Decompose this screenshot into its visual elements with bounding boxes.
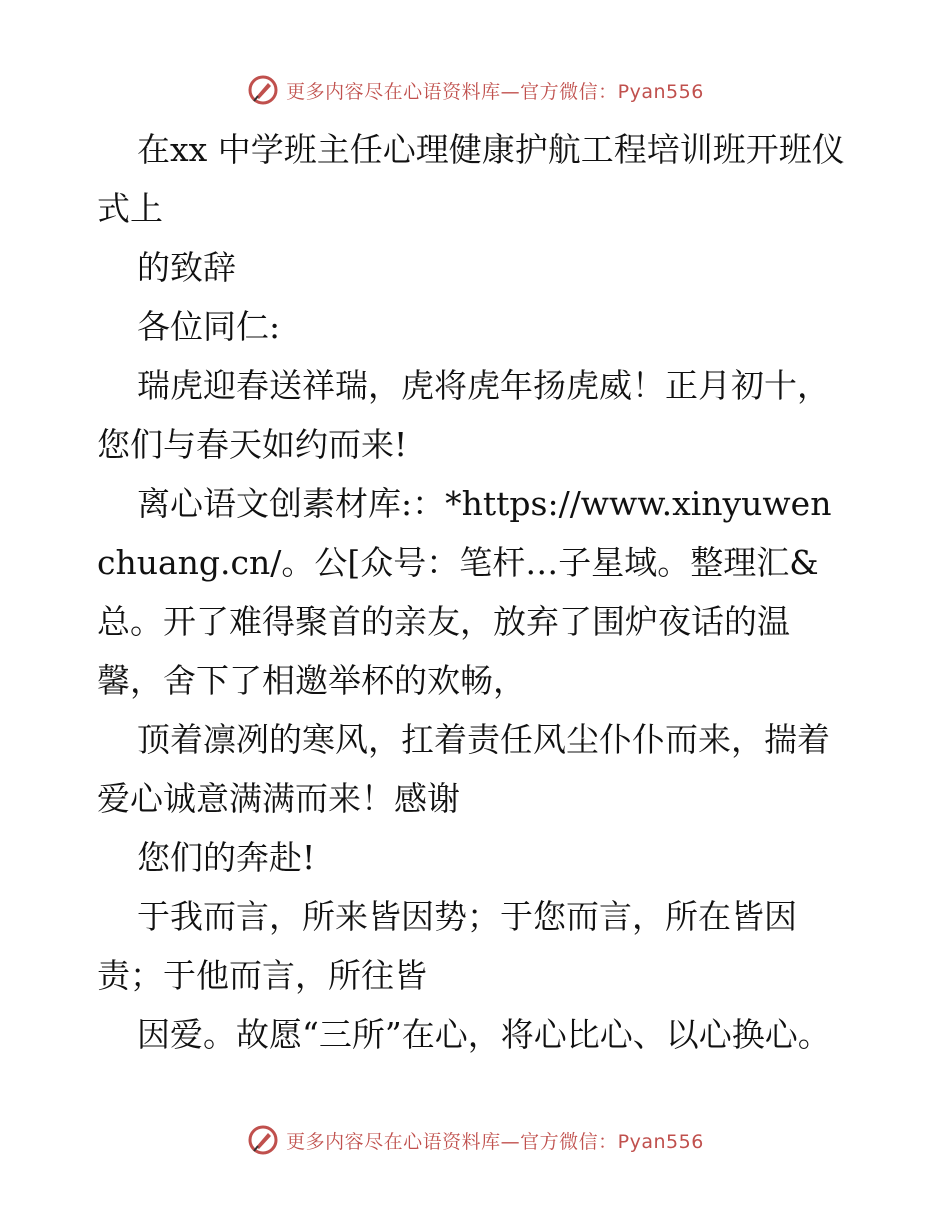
footer-banner [0, 1120, 950, 1160]
paragraph: 因爱。故愿“三所”在心，将心比心、以心换心。 [137, 1015, 831, 1054]
document-body [97, 120, 857, 1064]
header-banner [0, 70, 950, 110]
doc-title-line: 在xx 中学班主任心理健康护航工程培训班开班仪式上 [97, 130, 845, 228]
header-banner-text: 更多内容尽在心语资料库—官方微信：Pyan556 [286, 80, 704, 103]
doc-title-line-2: 的致辞 [137, 248, 236, 287]
paragraph: 于我而言，所来皆因势；于您而言，所在皆因责；于他而言，所往皆 [97, 897, 797, 995]
paragraph: 瑞虎迎春送祥瑞，虎将虎年扬虎威！正月初十，您们与春天如约而来! [97, 366, 830, 464]
footer-banner-text: 更多内容尽在心语资料库—官方微信：Pyan556 [286, 1130, 704, 1153]
quill-logo-icon [246, 1123, 280, 1157]
salutation: 各位同仁: [137, 307, 281, 346]
quill-logo-icon [246, 73, 280, 107]
paragraph: 顶着凛冽的寒风，扛着责任风尘仆仆而来，揣着爱心诚意满满而来！感谢 [97, 720, 830, 818]
paragraph: 离心语文创素材库:：*https://www.xinyuwenchuang.cn/。公[众号：笔杆…子星域。整理汇&总。开了难得聚首的亲友，放弃了围炉夜话的温馨，舍下了相邀举杯的欢畅， [97, 484, 832, 700]
paragraph: 您们的奔赴! [137, 838, 316, 877]
